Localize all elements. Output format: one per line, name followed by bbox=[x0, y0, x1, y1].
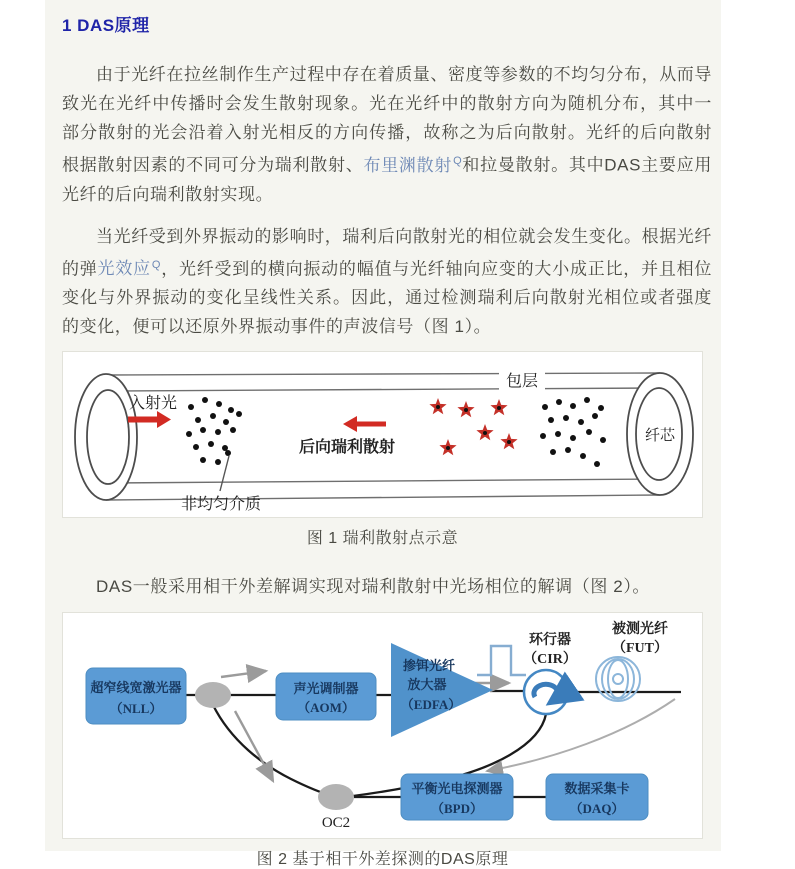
paragraph-2 bbox=[62, 222, 712, 342]
link-elasto-optic-effect[interactable] bbox=[98, 259, 161, 278]
link-text: 布里渊散射 bbox=[363, 155, 453, 175]
node-edfa-name1: 掺铒光纤 bbox=[402, 658, 456, 674]
figure-1-caption: 图 1 瑞利散射点示意 bbox=[306, 530, 459, 548]
node-nll-name: 超窄线宽激光器 bbox=[90, 680, 182, 696]
node-cir-abbr: （CIR） bbox=[523, 652, 577, 668]
label-incident-light: 入射光 bbox=[129, 395, 178, 413]
return-path bbox=[487, 699, 675, 771]
node-fut bbox=[596, 657, 640, 701]
forward-arrow-icon bbox=[221, 671, 266, 677]
search-sup-icon: Q bbox=[453, 155, 463, 167]
scatter-dots-left bbox=[186, 397, 242, 465]
node-nll bbox=[86, 668, 186, 724]
search-sup-icon: Q bbox=[151, 258, 162, 271]
label-core: 纤芯 bbox=[644, 428, 676, 445]
node-bpd-name: 平衡光电探测器 bbox=[411, 781, 503, 797]
node-nll-abbr: （NLL） bbox=[109, 701, 163, 717]
figure-2 bbox=[62, 612, 703, 839]
node-fut-name: 被测光纤 bbox=[612, 622, 668, 638]
label-backscatter: 后向瑞利散射 bbox=[299, 439, 396, 457]
scatter-dots-right bbox=[540, 397, 606, 467]
section-heading: 1 DAS原理 bbox=[62, 16, 150, 35]
node-bpd-abbr: （BPD） bbox=[430, 801, 484, 817]
coupler-oc2 bbox=[318, 784, 354, 810]
node-edfa bbox=[391, 643, 493, 737]
link-brillouin-scattering[interactable] bbox=[363, 156, 462, 175]
node-daq bbox=[546, 774, 648, 820]
medium-pointer-line bbox=[220, 456, 229, 491]
node-fut-abbr: （FUT） bbox=[612, 641, 668, 657]
label-cladding: 包层 bbox=[505, 373, 539, 391]
label-oc2: OC2 bbox=[321, 815, 351, 832]
node-edfa-name2: 放大器 bbox=[407, 677, 447, 693]
backscatter-arrow-icon bbox=[343, 416, 386, 432]
article bbox=[45, 0, 721, 869]
pulse-icon bbox=[477, 646, 526, 675]
p1-text-after: 和拉曼散射。其中DAS主要应用光纤的后向瑞利散射实现。 bbox=[62, 155, 712, 204]
figure-2-caption: 图 2 基于相干外差探测的DAS原理 bbox=[256, 851, 509, 869]
paragraph-3: DAS一般采用相干外差解调实现对瑞利散射中光场相位的解调（图 2）。 bbox=[96, 577, 651, 597]
p2-text-before: 当光纤受到外界振动的影响时，瑞利后向散射光的相位就会发生变化。根据光纤的弹 bbox=[62, 226, 712, 279]
node-aom-abbr: （AOM） bbox=[297, 700, 355, 716]
node-daq-name: 数据采集卡 bbox=[564, 781, 630, 797]
coupler-oc1 bbox=[195, 682, 231, 708]
p1-text-before: 由于光纤在拉丝制作生产过程中存在着质量、密度等参数的不均匀分布，从而导致光在光纤中传播时会发生散射现象。光在光纤中的散射方向为随机分布，其中一部分散射的光会沿着入射光相反的方向传播，故称之为后向散射。光纤的后向散射根据散射因素的不同可分为瑞利散射、 bbox=[62, 65, 712, 175]
link-text: 光效应 bbox=[97, 259, 151, 279]
node-edfa-abbr: （EDFA） bbox=[400, 697, 462, 713]
node-bpd bbox=[401, 774, 513, 820]
p2-text-after: ，光纤受到的横向振动的幅值与光纤轴向应变的大小成正比，并且相位变化与外界振动的变化呈线性关系。因此，通过检测瑞利后向散射光相位或者强度的变化，便可以还原外界振动事件的声波信号（图 1）。 bbox=[62, 259, 712, 337]
label-medium: 非均匀介质 bbox=[181, 496, 262, 514]
paragraph-1 bbox=[62, 60, 712, 209]
lo-arrow-icon bbox=[235, 711, 273, 781]
figure-1 bbox=[62, 351, 703, 518]
node-aom-name: 声光调制器 bbox=[293, 681, 359, 697]
node-daq-abbr: （DAQ） bbox=[569, 801, 625, 817]
node-circulator bbox=[523, 631, 577, 714]
node-cir-name: 环行器 bbox=[529, 633, 571, 649]
node-aom bbox=[276, 673, 376, 720]
scatter-stars bbox=[429, 398, 517, 455]
